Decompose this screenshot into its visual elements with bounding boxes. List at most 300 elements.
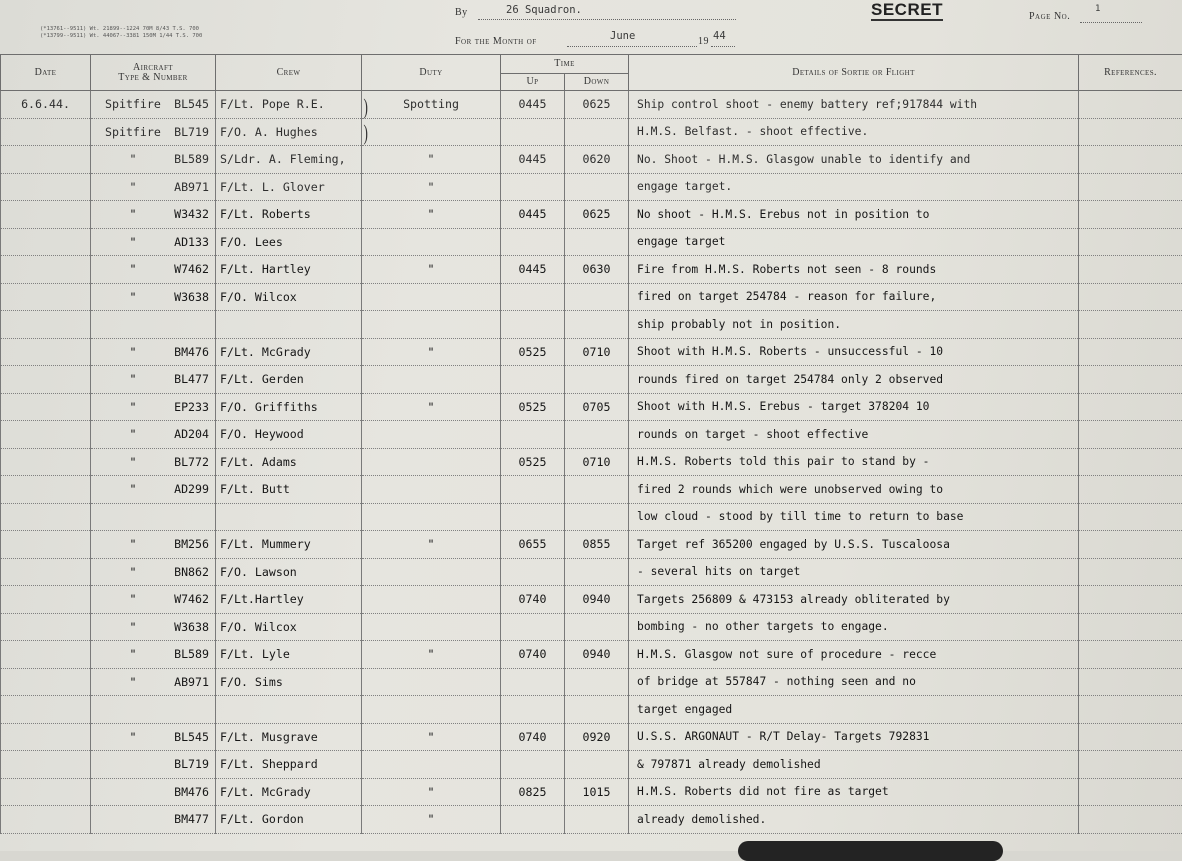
row-date xyxy=(1,668,91,696)
row-date xyxy=(1,586,91,614)
row-duty: " xyxy=(362,338,501,366)
row-aircraft xyxy=(91,448,216,476)
aircraft-type: " xyxy=(105,455,161,469)
crew-bracket-bottom: ) xyxy=(363,120,367,146)
row-crew: F/O. Wilcox xyxy=(216,283,362,311)
row-date xyxy=(1,751,91,779)
row-crew: F/Lt. Hartley xyxy=(216,256,362,284)
row-duty xyxy=(362,696,501,724)
bottom-overlay-bar xyxy=(738,841,1003,861)
row-references xyxy=(1079,201,1182,229)
row-time-up xyxy=(501,118,565,146)
row-references xyxy=(1079,531,1182,559)
row-references xyxy=(1079,696,1182,724)
row-references xyxy=(1079,421,1182,449)
row-date xyxy=(1,338,91,366)
row-details: Fire from H.M.S. Roberts not seen - 8 rounds xyxy=(629,256,1079,284)
row-references xyxy=(1079,366,1182,394)
row-time-up xyxy=(501,228,565,256)
row-details: Ship control shoot - enemy battery ref;917844 with xyxy=(629,91,1079,119)
table-row xyxy=(1,393,1182,421)
row-references xyxy=(1079,613,1182,641)
aircraft-type: " xyxy=(105,647,161,661)
table-row xyxy=(1,201,1182,229)
row-crew: F/Lt. Gordon xyxy=(216,806,362,834)
aircraft-header-line2: Type & Number xyxy=(91,73,215,83)
row-time-up: 0445 xyxy=(501,256,565,284)
row-time-down xyxy=(565,751,629,779)
row-duty: " xyxy=(362,641,501,669)
row-date xyxy=(1,476,91,504)
month-label: For the Month of xyxy=(455,36,537,47)
date-header: Date xyxy=(1,55,91,91)
aircraft-serial: BM477 xyxy=(165,812,209,826)
aircraft-serial: BL589 xyxy=(165,152,209,166)
row-time-up: 0525 xyxy=(501,393,565,421)
row-details: H.M.S. Belfast. - shoot effective. xyxy=(629,118,1079,146)
row-date xyxy=(1,283,91,311)
aircraft-serial: W7462 xyxy=(165,262,209,276)
row-crew: S/Ldr. A. Fleming, xyxy=(216,146,362,174)
print-code-line: (*13761--9511) Wt. 21899--1224 70M 8/43 T.S. 700 xyxy=(40,26,202,33)
row-time-down xyxy=(565,476,629,504)
aircraft-serial: W3638 xyxy=(165,620,209,634)
row-references xyxy=(1079,228,1182,256)
row-date xyxy=(1,421,91,449)
print-codes xyxy=(40,26,202,40)
row-duty xyxy=(362,228,501,256)
row-details: of bridge at 557847 - nothing seen and no xyxy=(629,668,1079,696)
table-row xyxy=(1,696,1182,724)
row-crew: F/Lt. McGrady xyxy=(216,338,362,366)
row-duty: " xyxy=(362,201,501,229)
row-references xyxy=(1079,91,1182,119)
row-time-down xyxy=(565,421,629,449)
row-details: - several hits on target xyxy=(629,558,1079,586)
aircraft-type: " xyxy=(105,537,161,551)
row-aircraft xyxy=(91,558,216,586)
row-time-down: 0705 xyxy=(565,393,629,421)
row-duty xyxy=(362,366,501,394)
table-row xyxy=(1,476,1182,504)
row-aircraft xyxy=(91,613,216,641)
row-details: Targets 256809 & 473153 already obliterated by xyxy=(629,586,1079,614)
row-date xyxy=(1,311,91,339)
aircraft-serial: BL545 xyxy=(165,730,209,744)
table-row xyxy=(1,723,1182,751)
row-duty xyxy=(362,476,501,504)
row-crew xyxy=(216,503,362,531)
aircraft-type: " xyxy=(105,180,161,194)
row-time-up xyxy=(501,503,565,531)
row-references xyxy=(1079,668,1182,696)
row-details: already demolished. xyxy=(629,806,1079,834)
row-time-up xyxy=(501,366,565,394)
row-details: fired on target 254784 - reason for failure, xyxy=(629,283,1079,311)
row-aircraft xyxy=(91,668,216,696)
table-row xyxy=(1,228,1182,256)
table-row xyxy=(1,256,1182,284)
aircraft-type: " xyxy=(105,482,161,496)
row-crew: F/Lt. Mummery xyxy=(216,531,362,559)
row-date xyxy=(1,696,91,724)
squadron-name: 26 Squadron. xyxy=(506,4,582,16)
row-crew: F/O. Sims xyxy=(216,668,362,696)
aircraft-type: Spitfire xyxy=(105,125,161,139)
aircraft-type: " xyxy=(105,675,161,689)
page-number: 1 xyxy=(1095,4,1100,14)
table-row xyxy=(1,558,1182,586)
row-references xyxy=(1079,751,1182,779)
aircraft-type: " xyxy=(105,565,161,579)
row-time-down xyxy=(565,228,629,256)
row-aircraft xyxy=(91,91,216,119)
row-time-up xyxy=(501,806,565,834)
aircraft-type: " xyxy=(105,290,161,304)
row-time-up: 0825 xyxy=(501,778,565,806)
row-details: Target ref 365200 engaged by U.S.S. Tuscaloosa xyxy=(629,531,1079,559)
row-crew: F/Lt. Butt xyxy=(216,476,362,504)
row-time-up: 0655 xyxy=(501,531,565,559)
row-aircraft xyxy=(91,118,216,146)
aircraft-type: " xyxy=(105,152,161,166)
row-duty: " xyxy=(362,173,501,201)
row-date xyxy=(1,613,91,641)
row-date xyxy=(1,256,91,284)
aircraft-type: " xyxy=(105,345,161,359)
row-aircraft xyxy=(91,311,216,339)
row-time-up xyxy=(501,311,565,339)
row-time-up: 0740 xyxy=(501,586,565,614)
row-details: U.S.S. ARGONAUT - R/T Delay- Targets 792831 xyxy=(629,723,1079,751)
row-time-up: 0525 xyxy=(501,338,565,366)
aircraft-serial: BL719 xyxy=(165,757,209,771)
up-header: Up xyxy=(501,74,565,91)
table-row xyxy=(1,806,1182,834)
row-details: rounds on target - shoot effective xyxy=(629,421,1079,449)
row-details: ship probably not in position. xyxy=(629,311,1079,339)
aircraft-serial: W3638 xyxy=(165,290,209,304)
aircraft-type: " xyxy=(105,207,161,221)
row-aircraft xyxy=(91,283,216,311)
row-references xyxy=(1079,118,1182,146)
row-date: 6.6.44. xyxy=(1,91,91,119)
row-aircraft xyxy=(91,338,216,366)
row-aircraft xyxy=(91,201,216,229)
table-row xyxy=(1,91,1182,119)
row-details: bombing - no other targets to engage. xyxy=(629,613,1079,641)
row-references xyxy=(1079,393,1182,421)
aircraft-header-line1: Aircraft xyxy=(91,63,215,73)
row-time-down: 0855 xyxy=(565,531,629,559)
row-duty: " xyxy=(362,146,501,174)
aircraft-serial: BN862 xyxy=(165,565,209,579)
row-date xyxy=(1,723,91,751)
row-references xyxy=(1079,641,1182,669)
row-details: Shoot with H.M.S. Roberts - unsuccessful - 10 xyxy=(629,338,1079,366)
row-aircraft xyxy=(91,366,216,394)
row-time-down xyxy=(565,696,629,724)
time-header: Time xyxy=(501,55,629,74)
row-date xyxy=(1,558,91,586)
month-value: June xyxy=(610,30,635,42)
row-details: H.M.S. Roberts did not fire as target xyxy=(629,778,1079,806)
row-date xyxy=(1,228,91,256)
row-duty xyxy=(362,421,501,449)
row-date xyxy=(1,201,91,229)
row-time-up xyxy=(501,696,565,724)
row-aircraft xyxy=(91,256,216,284)
aircraft-serial: EP233 xyxy=(165,400,209,414)
row-crew xyxy=(216,311,362,339)
row-time-up xyxy=(501,173,565,201)
row-duty: " xyxy=(362,531,501,559)
row-references xyxy=(1079,503,1182,531)
row-aircraft xyxy=(91,641,216,669)
row-aircraft xyxy=(91,146,216,174)
row-details: H.M.S. Glasgow not sure of procedure - recce xyxy=(629,641,1079,669)
row-aircraft xyxy=(91,723,216,751)
aircraft-serial: AB971 xyxy=(165,675,209,689)
aircraft-type: " xyxy=(105,262,161,276)
row-details: low cloud - stood by till time to return to base xyxy=(629,503,1079,531)
row-crew xyxy=(216,696,362,724)
page-label: Page No. xyxy=(1029,11,1070,22)
row-date xyxy=(1,118,91,146)
year-underline xyxy=(711,46,735,47)
row-duty xyxy=(362,118,501,146)
row-references xyxy=(1079,806,1182,834)
row-duty xyxy=(362,448,501,476)
row-references xyxy=(1079,778,1182,806)
row-duty: " xyxy=(362,806,501,834)
row-time-down: 0710 xyxy=(565,338,629,366)
row-references xyxy=(1079,256,1182,284)
row-details: fired 2 rounds which were unobserved owing to xyxy=(629,476,1079,504)
aircraft-serial: W3432 xyxy=(165,207,209,221)
crew-header: Crew xyxy=(216,55,362,91)
row-time-up xyxy=(501,668,565,696)
month-underline xyxy=(567,46,697,47)
row-time-down xyxy=(565,311,629,339)
table-row xyxy=(1,448,1182,476)
row-date xyxy=(1,531,91,559)
row-crew: F/O. Lawson xyxy=(216,558,362,586)
by-label: By xyxy=(455,7,468,18)
table-row xyxy=(1,586,1182,614)
row-aircraft xyxy=(91,421,216,449)
row-date xyxy=(1,806,91,834)
aircraft-type: " xyxy=(105,235,161,249)
row-references xyxy=(1079,723,1182,751)
row-time-down: 0920 xyxy=(565,723,629,751)
row-time-down: 0940 xyxy=(565,586,629,614)
row-details: engage target xyxy=(629,228,1079,256)
table-row xyxy=(1,118,1182,146)
row-details: engage target. xyxy=(629,173,1079,201)
duty-header: Duty xyxy=(362,55,501,91)
table-row xyxy=(1,366,1182,394)
operations-table xyxy=(0,54,1182,834)
table-row xyxy=(1,751,1182,779)
aircraft-serial: BL545 xyxy=(165,97,209,111)
row-duty: " xyxy=(362,393,501,421)
row-references xyxy=(1079,448,1182,476)
row-aircraft xyxy=(91,778,216,806)
row-time-up: 0740 xyxy=(501,723,565,751)
row-details: rounds fired on target 254784 only 2 observed xyxy=(629,366,1079,394)
row-crew: F/Lt. Adams xyxy=(216,448,362,476)
crew-bracket-top: ) xyxy=(363,94,367,120)
row-references xyxy=(1079,586,1182,614)
row-crew: F/Lt. McGrady xyxy=(216,778,362,806)
row-details: H.M.S. Roberts told this pair to stand by - xyxy=(629,448,1079,476)
row-time-down xyxy=(565,558,629,586)
row-aircraft xyxy=(91,503,216,531)
row-duty xyxy=(362,503,501,531)
aircraft-serial: BL477 xyxy=(165,372,209,386)
aircraft-serial: AD133 xyxy=(165,235,209,249)
row-duty: " xyxy=(362,778,501,806)
page-underline xyxy=(1080,22,1142,23)
row-time-down: 0625 xyxy=(565,91,629,119)
row-duty xyxy=(362,613,501,641)
row-details: No. Shoot - H.M.S. Glasgow unable to identify and xyxy=(629,146,1079,174)
sheet-header xyxy=(0,0,1182,54)
row-crew: F/O. Heywood xyxy=(216,421,362,449)
by-underline xyxy=(478,19,736,20)
row-time-down xyxy=(565,173,629,201)
row-time-down xyxy=(565,283,629,311)
row-duty xyxy=(362,283,501,311)
row-time-up xyxy=(501,283,565,311)
row-time-down: 0630 xyxy=(565,256,629,284)
row-aircraft xyxy=(91,476,216,504)
row-references xyxy=(1079,476,1182,504)
row-time-up: 0445 xyxy=(501,201,565,229)
row-crew: F/Lt. Pope R.E. xyxy=(216,91,362,119)
row-date xyxy=(1,641,91,669)
aircraft-type: " xyxy=(105,592,161,606)
aircraft-type: Spitfire xyxy=(105,97,161,111)
row-crew: F/Lt. Musgrave xyxy=(216,723,362,751)
down-header: Down xyxy=(565,74,629,91)
aircraft-serial: BL589 xyxy=(165,647,209,661)
row-duty xyxy=(362,558,501,586)
aircraft-serial: BM476 xyxy=(165,785,209,799)
row-crew: F/Lt. Lyle xyxy=(216,641,362,669)
aircraft-type: " xyxy=(105,427,161,441)
row-details: Shoot with H.M.S. Erebus - target 378204 10 xyxy=(629,393,1079,421)
row-time-up xyxy=(501,558,565,586)
table-row xyxy=(1,421,1182,449)
row-time-down xyxy=(565,503,629,531)
row-date xyxy=(1,778,91,806)
table-row xyxy=(1,641,1182,669)
table-row xyxy=(1,503,1182,531)
aircraft-type: " xyxy=(105,730,161,744)
row-time-down: 0940 xyxy=(565,641,629,669)
row-duty xyxy=(362,311,501,339)
row-details: No shoot - H.M.S. Erebus not in position to xyxy=(629,201,1079,229)
row-aircraft xyxy=(91,228,216,256)
row-aircraft xyxy=(91,806,216,834)
aircraft-header xyxy=(91,55,216,91)
aircraft-type: " xyxy=(105,400,161,414)
row-time-down xyxy=(565,668,629,696)
row-time-down: 1015 xyxy=(565,778,629,806)
row-crew: F/O. A. Hughes xyxy=(216,118,362,146)
row-aircraft xyxy=(91,696,216,724)
row-date xyxy=(1,366,91,394)
aircraft-type: " xyxy=(105,372,161,386)
row-time-down xyxy=(565,118,629,146)
row-time-up: 0525 xyxy=(501,448,565,476)
row-date xyxy=(1,503,91,531)
row-time-down: 0625 xyxy=(565,201,629,229)
row-aircraft xyxy=(91,586,216,614)
table-row xyxy=(1,668,1182,696)
row-time-down: 0620 xyxy=(565,146,629,174)
year-prefix: 19 xyxy=(698,36,709,47)
row-time-down xyxy=(565,806,629,834)
row-references xyxy=(1079,558,1182,586)
aircraft-type: " xyxy=(105,620,161,634)
table-row xyxy=(1,283,1182,311)
aircraft-serial: BL772 xyxy=(165,455,209,469)
references-header: References. xyxy=(1079,55,1182,91)
row-aircraft xyxy=(91,531,216,559)
row-date xyxy=(1,448,91,476)
table-row xyxy=(1,146,1182,174)
table-row xyxy=(1,613,1182,641)
aircraft-serial: AB971 xyxy=(165,180,209,194)
aircraft-serial: AD204 xyxy=(165,427,209,441)
row-crew: F/O. Griffiths xyxy=(216,393,362,421)
row-references xyxy=(1079,338,1182,366)
row-duty: " xyxy=(362,256,501,284)
row-references xyxy=(1079,283,1182,311)
row-duty: Spotting xyxy=(362,91,501,119)
row-date xyxy=(1,393,91,421)
row-date xyxy=(1,146,91,174)
row-crew: F/Lt. Sheppard xyxy=(216,751,362,779)
row-time-down xyxy=(565,613,629,641)
aircraft-serial: BM476 xyxy=(165,345,209,359)
table-row xyxy=(1,778,1182,806)
aircraft-serial: W7462 xyxy=(165,592,209,606)
table-row xyxy=(1,311,1182,339)
row-time-up xyxy=(501,751,565,779)
row-duty xyxy=(362,586,501,614)
aircraft-serial: BL719 xyxy=(165,125,209,139)
row-duty xyxy=(362,751,501,779)
row-crew: F/O. Lees xyxy=(216,228,362,256)
row-time-up: 0445 xyxy=(501,146,565,174)
row-crew: F/Lt. Roberts xyxy=(216,201,362,229)
row-crew: F/Lt. Gerden xyxy=(216,366,362,394)
row-details: & 797871 already demolished xyxy=(629,751,1079,779)
row-references xyxy=(1079,173,1182,201)
classification-stamp: SECRET xyxy=(871,0,943,21)
details-header: Details of Sortie or Flight xyxy=(629,55,1079,91)
table-row xyxy=(1,338,1182,366)
row-duty xyxy=(362,668,501,696)
row-time-up xyxy=(501,476,565,504)
row-aircraft xyxy=(91,173,216,201)
table-row xyxy=(1,173,1182,201)
aircraft-serial: BM256 xyxy=(165,537,209,551)
